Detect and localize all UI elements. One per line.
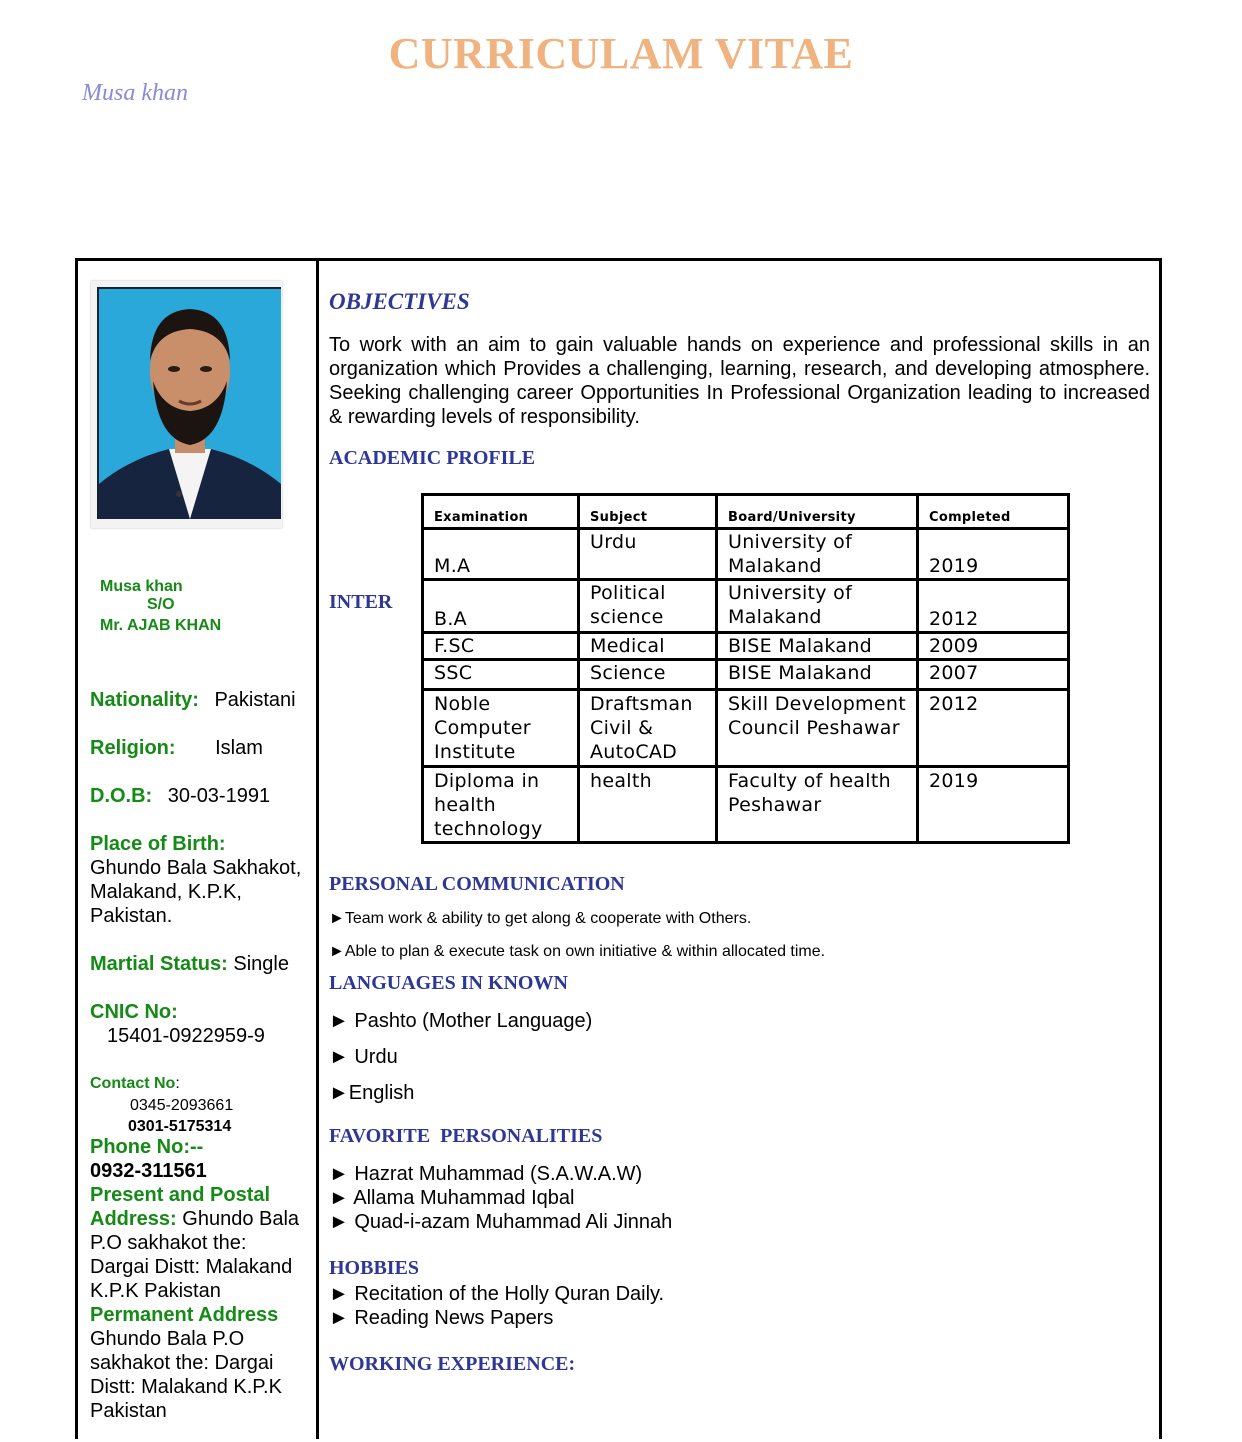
present-address-line: K.P.K Pakistan: [90, 1280, 221, 1302]
table-cell: Noble Computer Institute: [423, 690, 579, 767]
permanent-address-line: sakhakot the: Dargai: [90, 1352, 274, 1374]
nationality-value: Pakistani: [214, 689, 296, 711]
objectives-text: To work with an aim to gain valuable hands on experience and professional skills in an organization which Provides a challenging, learning, research, and developing atmosphere. Seeking challenging career Opportunities In Professional Organization leading to increased & rewarding levels of responsibility.: [329, 334, 1150, 428]
list-item: ► Recitation of the Holly Quran Daily.: [329, 1283, 665, 1305]
table-row: [423, 580, 1069, 633]
phone-label: Phone No:--: [90, 1136, 204, 1158]
communication-heading: PERSONAL COMMUNICATION: [329, 873, 625, 895]
table-row: [423, 660, 1069, 690]
marital-label: Martial Status:: [90, 953, 228, 975]
table-row: [423, 529, 1069, 580]
table-header: Completed: [918, 495, 1069, 529]
pob-value: [90, 856, 301, 928]
table-cell: BISE Malakand: [717, 660, 918, 690]
academic-side-label: INTER: [329, 591, 393, 613]
person-portrait-icon: [99, 289, 281, 519]
table-cell: Skill Development Council Peshawar: [717, 690, 918, 767]
table-row: [423, 690, 1069, 767]
present-address-value: [90, 1231, 292, 1303]
marital-row: [90, 952, 289, 976]
objectives-heading: OBJECTIVES: [329, 289, 470, 314]
present-address-first: Ghundo Bala: [182, 1208, 300, 1230]
present-address-line: Dargai Distt: Malakand: [90, 1256, 293, 1278]
pob-line: Malakand, K.P.K,: [90, 881, 242, 903]
list-item: ►Able to plan & execute task on own initiative & within allocated time.: [329, 943, 826, 960]
sidebar-name: Musa khan: [100, 578, 183, 595]
religion-value: Islam: [215, 737, 263, 759]
permanent-address-line: Ghundo Bala P.O: [90, 1328, 245, 1350]
personalities-heading: FAVORITE PERSONALITIES: [329, 1125, 603, 1147]
dob-value: 30-03-1991: [167, 785, 271, 807]
hobbies-heading: HOBBIES: [329, 1257, 420, 1279]
table-cell: Diploma in health technology: [423, 767, 579, 843]
table-cell: 2019: [918, 767, 1069, 843]
nationality-row: [90, 688, 296, 712]
present-address-label-2: Address:: [90, 1208, 177, 1230]
table-row: [423, 633, 1069, 660]
table-cell: B.A: [423, 580, 579, 633]
contact-number-2: 0301-5175314: [128, 1118, 232, 1135]
profile-photo: [91, 281, 282, 528]
sidebar-son-of: S/O: [147, 596, 175, 613]
contact-label-row: [90, 1074, 180, 1094]
permanent-address-line: Distt: Malakand K.P.K: [90, 1376, 282, 1398]
dob-label: D.O.B:: [90, 785, 153, 807]
list-item: ► Reading News Papers: [329, 1307, 554, 1329]
table-cell: F.SC: [423, 633, 579, 660]
table-header: Board/University: [717, 495, 918, 529]
table-cell: University of Malakand: [717, 529, 918, 580]
table-cell: University of Malakand: [717, 580, 918, 633]
list-item: ►English: [329, 1082, 415, 1104]
table-cell: 2012: [918, 580, 1069, 633]
cnic-value: 15401-0922959-9: [107, 1025, 265, 1047]
academic-heading: ACADEMIC PROFILE: [329, 447, 536, 469]
table-cell: Political science: [579, 580, 717, 633]
contact-label: Contact No: [90, 1075, 176, 1092]
column-divider: [316, 261, 319, 1439]
cnic-label: CNIC No:: [90, 1001, 178, 1023]
table-cell: Medical: [579, 633, 717, 660]
table-header: Subject: [579, 495, 717, 529]
dob-row: [90, 784, 270, 808]
pob-line: Ghundo Bala Sakhakot,: [90, 857, 302, 879]
list-item: ► Allama Muhammad Iqbal: [329, 1187, 575, 1209]
present-address-row: [90, 1207, 299, 1231]
list-item: ► Urdu: [329, 1046, 398, 1068]
table-cell: Faculty of health Peshawar: [717, 767, 918, 843]
table-header: Examination: [423, 495, 579, 529]
table-row: [423, 767, 1069, 843]
table-cell: 2007: [918, 660, 1069, 690]
table-cell: Urdu: [579, 529, 717, 580]
list-item: ► Pashto (Mother Language): [329, 1010, 593, 1032]
list-item: ► Quad-i-azam Muhammad Ali Jinnah: [329, 1211, 673, 1233]
sidebar-father-name: Mr. AJAB KHAN: [100, 617, 222, 634]
list-item: ►Team work & ability to get along & cooperate with Others.: [329, 910, 752, 927]
contact-colon: :: [175, 1075, 180, 1092]
table-cell: BISE Malakand: [717, 633, 918, 660]
cv-frame: [75, 258, 1162, 1439]
experience-heading: WORKING EXPERIENCE:: [329, 1353, 576, 1375]
phone-value: 0932-311561: [90, 1160, 207, 1182]
table-cell: M.A: [423, 529, 579, 580]
table-header-row: [423, 495, 1069, 529]
permanent-address-value: [90, 1327, 282, 1423]
table-cell: 2009: [918, 633, 1069, 660]
present-address-line: P.O sakhakot the:: [90, 1232, 247, 1254]
document-title: CURRICULAM VITAE: [388, 29, 854, 78]
permanent-address-label: Permanent Address: [90, 1304, 279, 1326]
header-name: Musa khan: [82, 80, 188, 106]
table-cell: 2012: [918, 690, 1069, 767]
pob-label: Place of Birth:: [90, 833, 226, 855]
present-address-label: Present and Postal: [90, 1184, 271, 1206]
table-cell: Science: [579, 660, 717, 690]
contact-number-1: 0345-2093661: [130, 1097, 234, 1114]
religion-label: Religion:: [90, 737, 176, 759]
permanent-address-line: Pakistan: [90, 1400, 167, 1422]
table-cell: 2019: [918, 529, 1069, 580]
table-cell: SSC: [423, 660, 579, 690]
table-cell: Draftsman Civil & AutoCAD: [579, 690, 717, 767]
languages-heading: LANGUAGES IN KNOWN: [329, 972, 568, 994]
list-item: ► Hazrat Muhammad (S.A.W.A.W): [329, 1163, 643, 1185]
nationality-label: Nationality:: [90, 689, 199, 711]
pob-line: Pakistan.: [90, 905, 173, 927]
religion-row: [90, 736, 263, 760]
academic-table: [421, 493, 1070, 844]
marital-value: Single: [233, 953, 289, 975]
table-cell: health: [579, 767, 717, 843]
